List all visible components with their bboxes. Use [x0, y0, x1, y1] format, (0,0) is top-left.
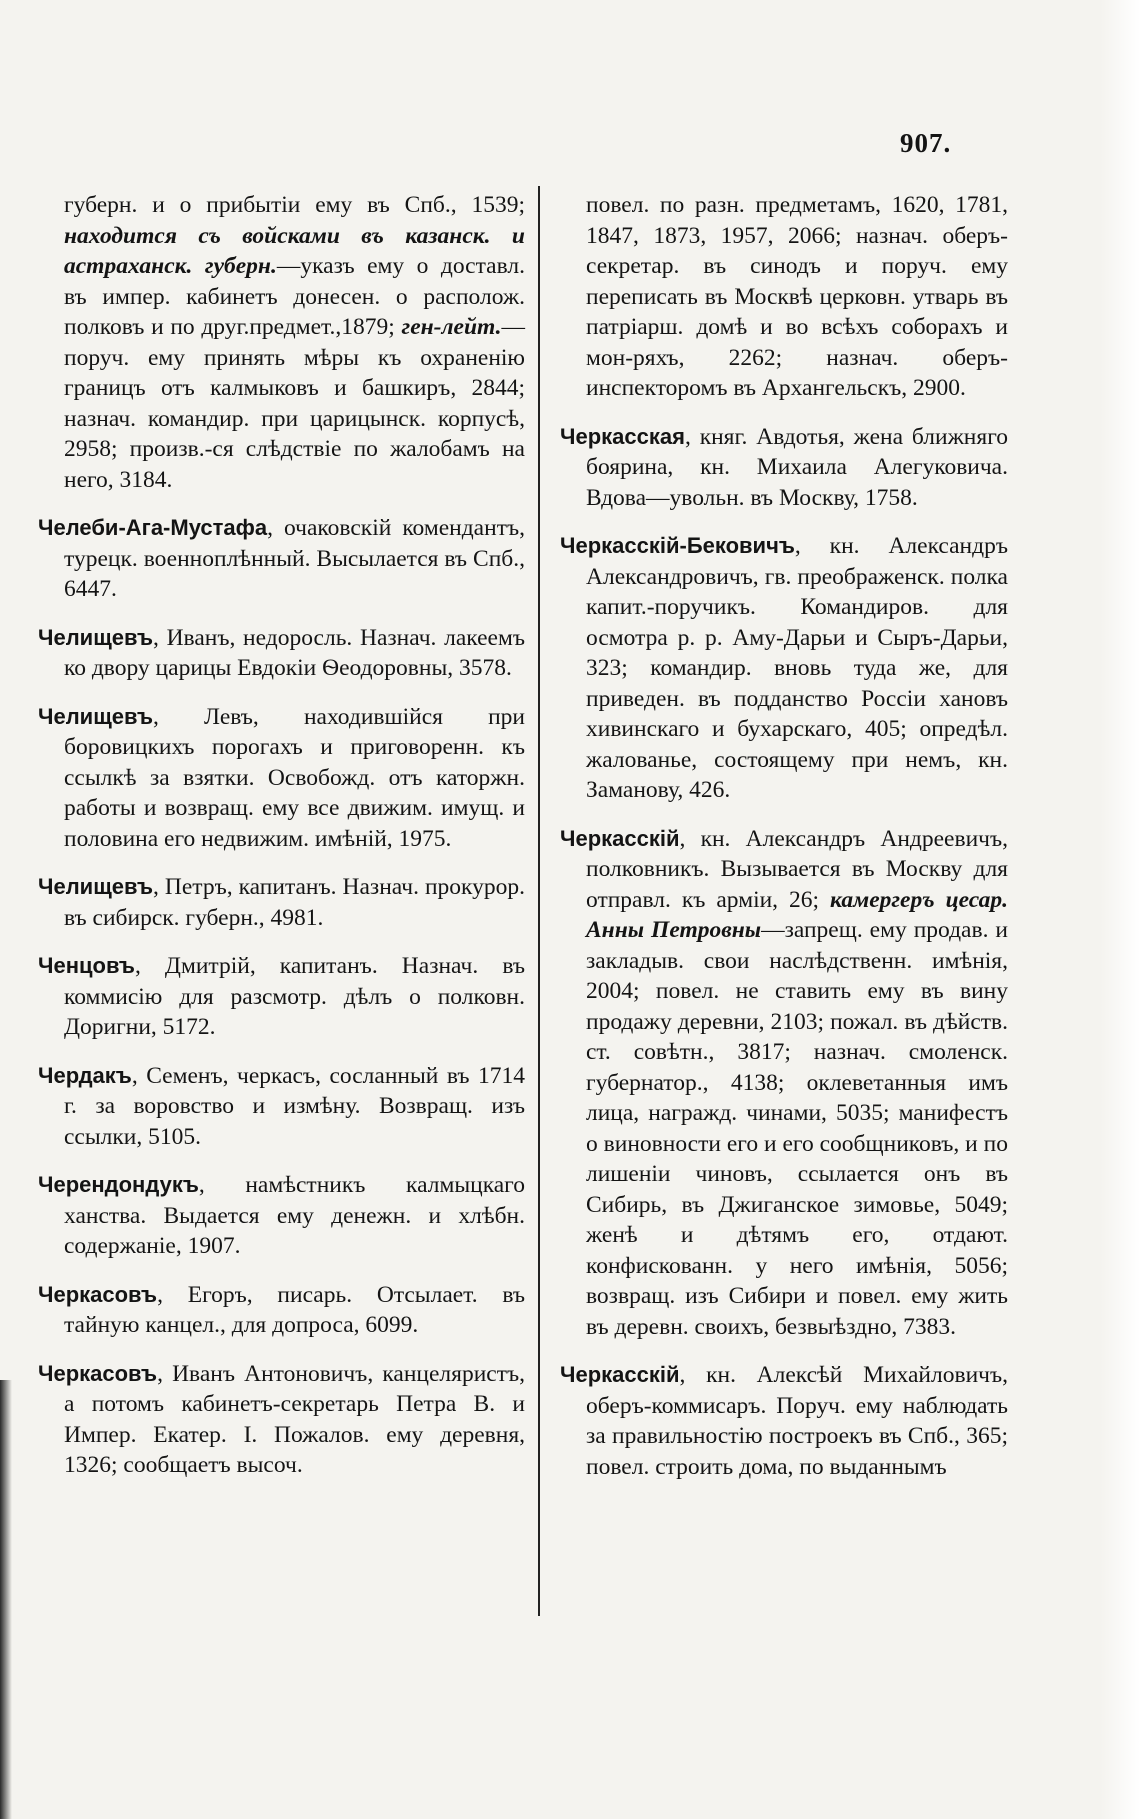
dictionary-entry — [38, 951, 525, 1043]
page-edge-shadow — [0, 1380, 12, 1819]
entry-text: , кн. Алексѣй Михайловичъ, оберъ-коммисаръ. Поруч. ему наблюдать за правильностію построекъ въ Спб., 365; повел. строить дома, по выданнымъ — [586, 1362, 1008, 1480]
entry-headword: Чердакъ — [38, 1062, 132, 1088]
dictionary-entry — [560, 824, 1008, 1343]
dictionary-entry — [38, 1170, 525, 1262]
entry-emphasis-text: находится съ войсками въ казанск. и астраханск. губерн. — [64, 222, 525, 279]
dictionary-entry — [38, 872, 525, 933]
entry-text: , кн. Александръ Андреевичъ, полковникъ. Вызывается въ Москву для отправл. къ арміи, 26; — [586, 825, 1008, 913]
entry-text: —указъ ему о доставл. въ импер. кабинетъ донесен. о располож. полковъ и по друг.предмет.,1879; — [64, 253, 525, 340]
entry-text: , Левъ, находившійся при боровицкихъ порогахъ и приговоренн. къ ссылкѣ за взятки. Освобожд. отъ каторжн. работы и возвращ. ему все движим. имущ. и половина его недвижим. имѣній, 1975. — [64, 703, 525, 852]
left-column — [38, 190, 525, 1499]
entry-text: , княг. Авдотья, жена ближняго боярина, кн. Михаила Алегуковича. Вдова—увольн. въ Москву, 1758. — [586, 423, 1008, 511]
entry-emphasis-text: камергеръ цесар. Анны Петровны — [586, 886, 1008, 943]
entry-text: , Иванъ, недоросль. Назнач. лакеемъ ко двору царицы Евдокіи Ѳеодоровны, 3578. — [64, 624, 525, 681]
entry-headword: Черкасовъ — [38, 1360, 158, 1386]
dictionary-entry — [38, 1280, 525, 1341]
dictionary-entry — [38, 513, 525, 605]
dictionary-entry — [38, 1061, 525, 1153]
entry-headword: Черендондукъ — [38, 1172, 199, 1197]
entry-text: —поруч. ему принять мѣры къ охраненію границъ отъ калмыковъ и башкиръ, 2844; назнач. командир. при царицынск. корпусѣ, 2958; произв.-ся слѣдствіе по жалобамъ на него, 3184. — [64, 314, 525, 493]
right-column — [560, 190, 1008, 1500]
entry-headword: Челищевъ — [38, 874, 154, 899]
entry-continuation — [560, 190, 1008, 404]
entry-emphasis-text: ген-лейт. — [401, 314, 502, 340]
dictionary-entry — [38, 1359, 525, 1481]
entry-text: , Иванъ Антоновичъ, канцеляристъ, а потомъ кабинетъ-секретарь Петра В. и Импер. Екатер. I. Пожалов. ему деревня, 1326; сообщаетъ высоч. — [64, 1360, 525, 1478]
dictionary-entry — [560, 531, 1008, 806]
entry-headword: Черкасская — [560, 423, 685, 449]
entry-headword: Ченцовъ — [38, 953, 135, 978]
entry-text: , Дмитрій, капитанъ. Назнач. въ коммисію для разсмотр. дѣлъ о полковн. Доригни, 5172. — [64, 953, 525, 1040]
entry-text: , кн. Александръ Александровичъ, гв. преображенск. полка капит.-поручикъ. Командиров. для осмотра р. р. Аму-Дарьи и Сыръ-Дарьи, 323; командир. вновь туда же, для приведен. въ подданство Россіи хановъ хивинскаго и бухарскаго, 405; опредѣл. жалованье, состоящему при немъ, кн. Заманову, 426. — [586, 533, 1008, 803]
entry-text: , Петръ, капитанъ. Назнач. прокурор. въ сибирск. губерн., 4981. — [64, 874, 525, 931]
column-divider — [538, 186, 540, 1616]
page-number: 907. — [900, 128, 952, 158]
entry-text: , очаковскій комендантъ, турецк. военноплѣнный. Высылается въ Спб., 6447. — [64, 515, 525, 602]
dictionary-entry — [560, 1360, 1008, 1482]
dictionary-entry — [560, 422, 1008, 514]
page-edge-highlight — [1100, 0, 1140, 1819]
entry-continuation — [38, 190, 525, 495]
entry-headword: Челищевъ — [38, 703, 154, 729]
entry-text: повел. по разн. предметамъ, 1620, 1781, 1847, 1873, 1957, 2066; назнач. оберъ-секретар. въ синодъ и поруч. ему переписать въ Москвѣ церковн. утварь въ патріарш. домѣ и во всѣхъ соборахъ и мон-ряхъ, 2262; назнач. оберъ-инспекторомъ въ Архангельскъ, 2900. — [586, 192, 1008, 401]
entry-text: , Егоръ, писарь. Отсылает. въ тайную канцел., для допроса, 6099. — [64, 1281, 525, 1338]
entry-headword: Черкасскій — [560, 825, 680, 851]
entry-headword: Черкасскій-Бековичъ — [560, 533, 795, 558]
entry-headword: Черкасовъ — [38, 1281, 158, 1307]
entry-headword: Челищевъ — [38, 624, 154, 650]
entry-headword: Челеби-Ага-Мустафа — [38, 515, 268, 540]
entry-text: , Семенъ, черкасъ, сосланный въ 1714 г. за воровство и измѣну. Возвращ. изъ ссылки, 5105. — [64, 1062, 525, 1150]
entry-text: губерн. и о прибытіи ему въ Спб., 1539; — [64, 192, 525, 218]
entry-headword: Черкасскій — [560, 1362, 680, 1387]
entry-text: —запрещ. ему продав. и закладыв. свои наслѣдственн. имѣнія, 2004; повел. не ставить ему въ вину продажу деревни, 2103; пожал. въ дѣйств. ст. совѣтн., 3817; назнач. смоленск. губернатор., 4138; оклеветанныя имъ лица, награжд. чинами, 5035; манифестъ о виновности его и его сообщниковъ, и по лишеніи чиновъ, ссылается онъ въ Сибирь, въ Джиганское зимовье, 5049; женѣ и дѣтямъ его, отдают. конфискованн. у него имѣнія, 5056; возвращ. изъ Сибири и повел. ему жить въ деревн. своихъ, безвыѣздно, 7383. — [586, 917, 1008, 1340]
entry-text: , намѣстникъ калмыцкаго ханства. Выдается ему денежн. и хлѣбн. содержаніе, 1907. — [64, 1172, 525, 1259]
dictionary-entry — [38, 702, 525, 855]
dictionary-entry — [38, 623, 525, 684]
